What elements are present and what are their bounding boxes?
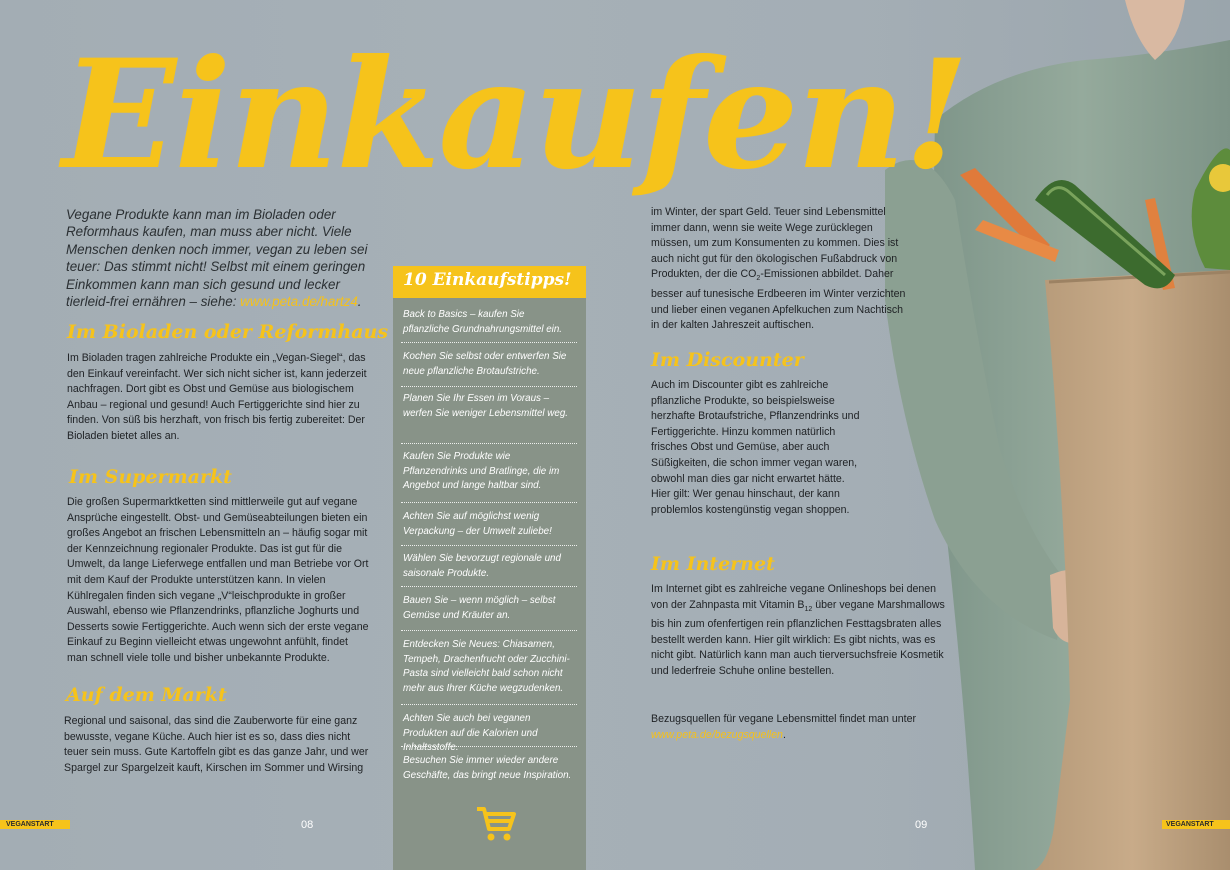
text-markt-continued	[651, 205, 913, 334]
text-supermarkt: Die großen Supermarktketten sind mittlerweile gut auf vegane Ansprüche eingestellt. Obst- und Gemüseabteilungen bieten ein großes Angebot an frischen Lebensmitteln an – häufig sogar mit der Kennzeichnung regionaler Produkte. Das ist gut für die Umwelt, da lange Lieferwege entfallen und man Betriebe vor Ort mit dem Kauf der Produkte unterstützen kann. In vielen Kühlregalen finden sich vegane „V“leischprodukte in großer Auswahl, ebenso wie Pflanzendrinks, pflanzliche Joghurts und Desserts sowie Fertiggerichte. Auch wenn sich der erste vegane Einkauf zu Beginn vielleicht etwas ungewohnt anfühlt, findet man schnell viele tolle und bisher unbekannte Produkte.	[67, 496, 369, 664]
heading-discounter: Im Discounter	[651, 349, 804, 371]
tip-divider	[401, 630, 577, 631]
brand-label-right: VEGANSTART	[1162, 820, 1230, 829]
tip-divider	[401, 586, 577, 587]
tip-item: Planen Sie Ihr Essen im Voraus – werfen Sie weniger Lebensmittel weg.	[403, 393, 569, 419]
heading-bioladen: Im Bioladen oder Reformhaus	[67, 321, 389, 343]
bezug-text	[651, 712, 951, 743]
heading-supermarkt: Im Supermarkt	[69, 466, 232, 488]
tip-divider	[401, 386, 577, 387]
internet-b: über vegane Marshmallows bis hin zum ofenfertigen rein pflanzlichen Festtagsbraten alles bestellt werden kann. Hier gilt wirklich: Es gibt nichts, was es nicht gibt. Natürlich kann man auch tierversuchsfreie Kosmetik und lederfreie Schuhe online bestellen.	[651, 598, 945, 678]
bezug-body: Bezugsquellen für vegane Lebensmittel findet man unter	[651, 713, 917, 725]
tip-item: Besuchen Sie immer wieder andere Geschäfte, das bringt neue Inspiration.	[403, 755, 572, 781]
intro-text	[66, 206, 368, 310]
intro-link[interactable]: www.peta.de/hartz4	[240, 294, 358, 310]
page-title: Einkaufen!	[62, 27, 968, 203]
page-number-left: 08	[301, 819, 314, 831]
text-discounter: Auch im Discounter gibt es zahlreiche pflanzliche Produkte, so beispielsweise herzhafte Brotaufstriche, Pflanzendrinks und Fertiggerichte. Hinzu kommen natürlich frisches Obst und Gemüse, aber auch Süßigkeiten, die schon immer vegan waren, obwohl man dies gar nicht erwartet hätte. Hier gilt: Wer genau hinschaut, der kann problemlos kostengünstig vegan shoppen.	[651, 379, 860, 516]
markt-cont-a: im Winter, der spart Geld. Teuer sind Lebensmittel immer dann, wenn sie weite Wege zurücklegen müssen, um zum Konsumenten zu kommen. Dies ist auch nicht gut für den ökologischen Fußabdruck von Produkten, der die CO	[651, 206, 899, 281]
tip-divider	[401, 342, 577, 343]
intro-end: .	[357, 294, 362, 310]
tip-item: Entdecken Sie Neues: Chiasamen, Tempeh, Drachenfrucht oder Zucchini-Pasta sind vielleicht bald schon nicht mehr aus Ihrer Küche wegzudenken.	[403, 639, 570, 694]
tip-divider	[401, 443, 577, 444]
tip-item: Kaufen Sie Produkte wie Pflanzendrinks und Bratlinge, die im Angebot und lange haltbar sind.	[403, 451, 560, 492]
internet-a: Im Internet gibt es zahlreiche vegane Onlineshops bei denen von der Zahnpasta mit Vitamin B	[651, 583, 937, 611]
page-number-right: 09	[915, 819, 928, 831]
tips-header	[393, 266, 586, 298]
vitamin-subscript: 12	[804, 605, 813, 613]
tips-box	[393, 266, 586, 870]
tip-item: Wählen Sie bevorzugt regionale und saisonale Produkte.	[403, 553, 561, 579]
text-bioladen: Im Bioladen tragen zahlreiche Produkte ein „Vegan-Siegel“, das den Einkauf vereinfacht. Wer sich nicht sicher ist, kann jederzeit nachfragen. Dort gibt es Obst und Gemüse aus biologischem Anbau – regional und gesund! Auch Fertiggerichte sind hier zu finden. Von süß bis herzhaft, von frisch bis fertig zubereitet: Der Bioladen bietet alles an.	[67, 352, 367, 442]
tip-item: Achten Sie auch bei veganen Produkten auf die Kalorien und Inhaltsstoffe.	[403, 713, 538, 754]
tip-divider	[401, 704, 577, 705]
text-internet	[651, 582, 953, 680]
co2-subscript: 2	[756, 275, 761, 283]
tip-item: Kochen Sie selbst oder entwerfen Sie neue pflanzliche Brotaufstriche.	[403, 351, 567, 377]
bezug-link[interactable]: www.peta.de/bezugsquellen	[651, 728, 783, 741]
heading-internet: Im Internet	[651, 553, 775, 575]
tip-item: Bauen Sie – wenn möglich – selbst Gemüse und Kräuter an.	[403, 595, 556, 621]
tip-divider	[401, 545, 577, 546]
tip-item: Achten Sie auf möglichst wenig Verpackung – der Umwelt zuliebe!	[403, 511, 552, 537]
text-markt: Regional und saisonal, das sind die Zauberworte für eine ganz bewusste, vegane Küche. Auch hier ist es so, dass dies nicht teuer sein muss. Gute Kartoffeln gibt es das ganze Jahr, und wer Spargel zur Spargelzeit kauft, Kirschen im Sommer und Wirsing	[64, 715, 369, 774]
intro-body: Vegane Produkte kann man im Bioladen oder Reformhaus kaufen, man muss aber nicht. Viele Menschen denken noch immer, vegan zu leben sei teuer: Das stimmt nicht! Selbst mit einem geringen Einkommen kann man sich gesund und lecker tierleid-frei ernähren – siehe:	[66, 207, 368, 310]
heading-markt: Auf dem Markt	[66, 684, 227, 706]
shopping-cart-icon	[475, 803, 517, 843]
bezug-end: .	[782, 728, 786, 741]
tip-item: Back to Basics – kaufen Sie pflanzliche Grundnahrungsmittel ein.	[403, 309, 563, 335]
tip-divider	[401, 746, 577, 747]
tip-divider	[401, 502, 577, 503]
brand-label-left: VEGANSTART	[0, 820, 70, 829]
markt-cont-b: -Emissionen abbildet. Daher besser auf tunesische Erdbeeren im Winter verzichten und lieber einen veganen Apfelkuchen zum Nachtisch in der kalten Jahreszeit auftischen.	[651, 268, 906, 332]
tips-heading: 10 Einkaufstipps!	[403, 270, 572, 290]
